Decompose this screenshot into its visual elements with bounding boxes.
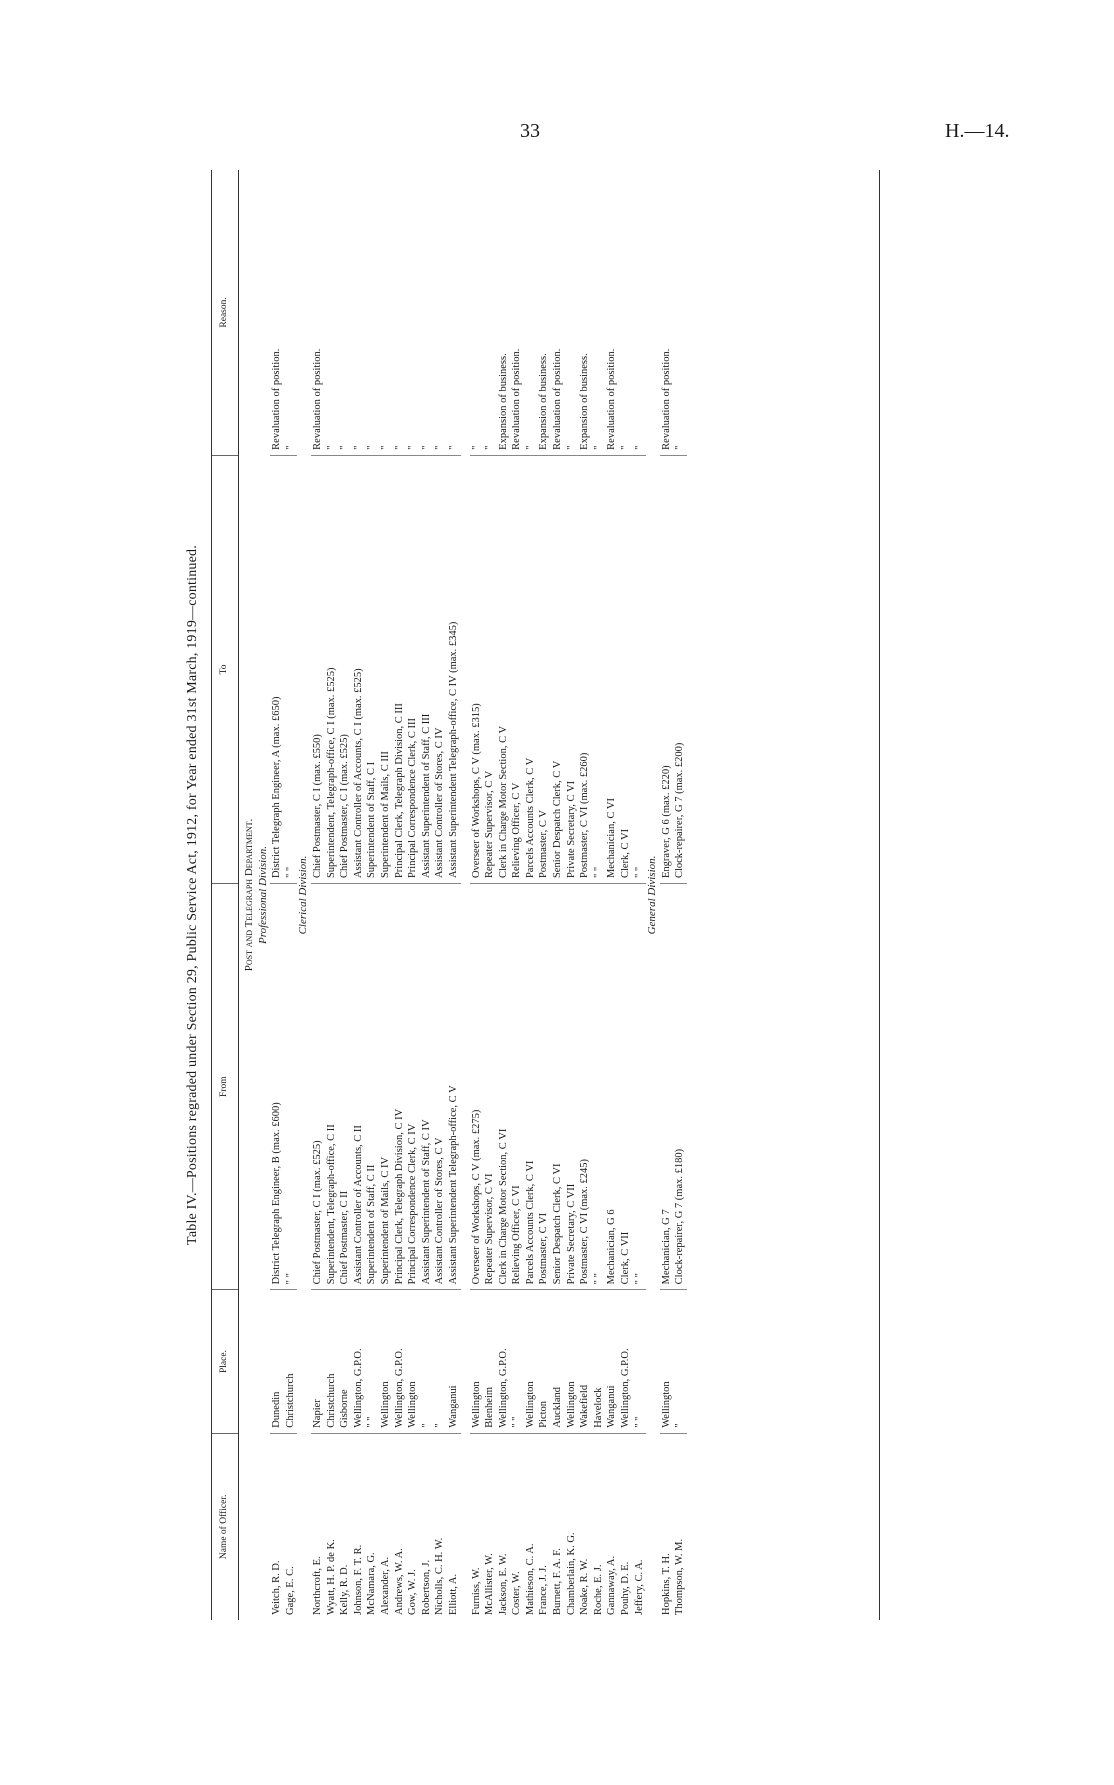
to-grade-cell: Assistant Superintendent Telegraph-office, C IV (max. £345) bbox=[447, 455, 461, 883]
to-grade-cell: Principal Clerk, Telegraph Division, C III bbox=[393, 455, 407, 883]
reason-cell: Expansion of business. bbox=[537, 170, 551, 455]
table-row bbox=[660, 170, 674, 1620]
table-row bbox=[592, 170, 606, 1620]
place-cell: " " bbox=[365, 1290, 379, 1433]
officer-name-cell: Gannaway, A. bbox=[606, 1555, 618, 1615]
reason-cell: " bbox=[325, 170, 339, 455]
header-name: Name of Officer. bbox=[212, 1433, 239, 1620]
place-cell: Wellington, G.P.O. bbox=[393, 1290, 407, 1433]
reason-cell: " bbox=[524, 170, 538, 455]
to-grade-cell: Assistant Superintendent of Staff, C III bbox=[420, 455, 434, 883]
table-row bbox=[578, 170, 592, 1620]
officer-name-cell: McNamara, G. bbox=[366, 1552, 378, 1615]
officer-name-cell: Jeffery, C. A. bbox=[633, 1559, 645, 1615]
to-grade-cell: Senior Despatch Clerk, C V bbox=[551, 455, 565, 883]
reason-cell: " bbox=[352, 170, 366, 455]
to-grade-cell: Postmaster, C VI (max. £260) bbox=[578, 455, 592, 883]
reason-cell: Revaluation of position. bbox=[510, 170, 524, 455]
from-grade-cell: Chief Postmaster, C II bbox=[338, 884, 352, 1290]
table-row bbox=[433, 170, 447, 1620]
regrading-table bbox=[211, 170, 696, 1620]
officer-name-cell: Robertson, J. bbox=[420, 1559, 432, 1615]
from-grade-cell: Clerk in Charge Motor Section, C VI bbox=[497, 884, 511, 1290]
from-grade-cell: Assistant Controller of Stores, C V bbox=[433, 884, 447, 1290]
table-row bbox=[270, 170, 284, 1620]
to-grade-cell: Principal Correspondence Clerk, C III bbox=[406, 455, 420, 883]
from-grade-cell: " " bbox=[284, 884, 298, 1290]
place-cell: " bbox=[420, 1290, 434, 1433]
reason-cell: Revaluation of position. bbox=[270, 170, 284, 455]
place-cell: Wellington bbox=[470, 1290, 484, 1433]
officer-name-cell: Noake, R. W. bbox=[579, 1558, 591, 1615]
table-end-gap-cell bbox=[687, 170, 696, 1620]
officer-name-cell: France, J. J. bbox=[538, 1565, 550, 1615]
to-grade-cell: Overseer of Workshops, C V (max. £315) bbox=[470, 455, 484, 883]
to-grade-cell: Superintendent of Staff, C I bbox=[365, 455, 379, 883]
to-grade-cell: " " bbox=[284, 455, 298, 883]
officer-name-cell: Jackson, E. W. bbox=[497, 1553, 509, 1615]
place-cell: Wellington bbox=[565, 1290, 579, 1433]
officer-name-cell: Gage, E. C. bbox=[284, 1566, 296, 1615]
from-grade-cell: Parcels Accounts Clerk, C VI bbox=[524, 884, 538, 1290]
document-reference: H.—14. bbox=[945, 120, 1010, 142]
from-grade-cell: Superintendent of Staff, C II bbox=[365, 884, 379, 1290]
reason-cell: " bbox=[284, 170, 298, 455]
from-grade-cell: Private Secretary, C VII bbox=[565, 884, 579, 1290]
officer-name-cell: Gow, W. J. bbox=[407, 1569, 419, 1615]
from-grade-cell: Mechanician, G 7 bbox=[660, 884, 674, 1290]
to-grade-cell: District Telegraph Engineer, A (max. £650) bbox=[270, 455, 284, 883]
table-row bbox=[565, 170, 579, 1620]
header-to: To bbox=[212, 455, 239, 883]
to-grade-cell: Mechanician, C VI bbox=[605, 455, 619, 883]
table-row bbox=[551, 170, 565, 1620]
officer-name-cell: Elliott, A. bbox=[447, 1573, 459, 1615]
place-cell: Wanganui bbox=[447, 1290, 461, 1433]
to-grade-cell: " " bbox=[633, 455, 647, 883]
place-cell: Wellington bbox=[524, 1290, 538, 1433]
reason-cell: Expansion of business. bbox=[578, 170, 592, 455]
from-grade-cell: District Telegraph Engineer, B (max. £600) bbox=[270, 884, 284, 1290]
table-body bbox=[239, 170, 697, 1620]
to-grade-cell: Engraver, G 6 (max. £220) bbox=[660, 455, 674, 883]
from-grade-cell: Senior Despatch Clerk, C VI bbox=[551, 884, 565, 1290]
officer-name-cell: Furniss, W. bbox=[470, 1567, 482, 1615]
officer-name-cell: Roche, E. J. bbox=[592, 1564, 604, 1615]
from-grade-cell: Mechanician, G 6 bbox=[605, 884, 619, 1290]
place-cell: Wellington, G.P.O. bbox=[497, 1290, 511, 1433]
reason-cell: " bbox=[633, 170, 647, 455]
from-grade-cell: Superintendent, Telegraph-office, C II bbox=[325, 884, 339, 1290]
to-grade-cell: Relieving Officer, C V bbox=[510, 455, 524, 883]
reason-cell: " bbox=[338, 170, 352, 455]
place-cell: Wakefield bbox=[578, 1290, 592, 1433]
to-grade-cell: Clerk in Charge Motor Section, C V bbox=[497, 455, 511, 883]
table-row bbox=[420, 170, 434, 1620]
table-row bbox=[365, 170, 379, 1620]
place-cell: Gisborne bbox=[338, 1290, 352, 1433]
place-cell: Wellington bbox=[406, 1290, 420, 1433]
officer-name-cell: Alexander, A. bbox=[379, 1556, 391, 1615]
officer-name-cell: Wyatt, H. P. de K. bbox=[325, 1539, 337, 1615]
officer-name-cell: McAllister, W. bbox=[484, 1553, 496, 1615]
from-grade-cell: " " bbox=[592, 884, 606, 1290]
to-grade-cell: Superintendent of Mails, C III bbox=[379, 455, 393, 883]
to-grade-cell: Private Secretary, C VI bbox=[565, 455, 579, 883]
reason-cell: " bbox=[365, 170, 379, 455]
reason-cell: " bbox=[483, 170, 497, 455]
table-row bbox=[605, 170, 619, 1620]
reason-cell: Revaluation of position. bbox=[605, 170, 619, 455]
reason-cell: " bbox=[470, 170, 484, 455]
to-grade-cell: " " bbox=[592, 455, 606, 883]
table-header-row bbox=[212, 170, 239, 1620]
place-cell: Picton bbox=[537, 1290, 551, 1433]
to-grade-cell: Chief Postmaster, C I (max. £550) bbox=[311, 455, 325, 883]
officer-name-cell: Veitch, R. D. bbox=[271, 1560, 283, 1615]
table-row bbox=[537, 170, 551, 1620]
place-cell: Dunedin bbox=[270, 1290, 284, 1433]
from-grade-cell: " " bbox=[633, 884, 647, 1290]
section-gap-cell bbox=[461, 170, 470, 1620]
officer-name-cell: Thompson, W. M. bbox=[674, 1538, 686, 1615]
reason-cell: " bbox=[673, 170, 687, 455]
place-cell: Auckland bbox=[551, 1290, 565, 1433]
table-row bbox=[352, 170, 366, 1620]
place-cell: Wellington, G.P.O. bbox=[619, 1290, 633, 1433]
table-row bbox=[406, 170, 420, 1620]
officer-name-cell: Nicholls, C. H. W. bbox=[434, 1537, 446, 1615]
reason-cell: " bbox=[447, 170, 461, 455]
reason-cell: Revaluation of position. bbox=[311, 170, 325, 455]
place-cell: Christchurch bbox=[325, 1290, 339, 1433]
place-cell: Napier bbox=[311, 1290, 325, 1433]
table-row bbox=[284, 170, 298, 1620]
reason-cell: Revaluation of position. bbox=[551, 170, 565, 455]
from-grade-cell: Principal Clerk, Telegraph Division, C IV bbox=[393, 884, 407, 1290]
page-number: 33 bbox=[520, 120, 540, 142]
from-grade-cell: Overseer of Workshops, C V (max. £275) bbox=[470, 884, 484, 1290]
from-grade-cell: Superintendent of Mails, C IV bbox=[379, 884, 393, 1290]
place-cell: Wellington bbox=[379, 1290, 393, 1433]
reason-cell: Expansion of business. bbox=[497, 170, 511, 455]
to-grade-cell: Clock-repairer, G 7 (max. £200) bbox=[673, 455, 687, 883]
division-heading: Professional Division. bbox=[256, 846, 269, 944]
officer-name-cell: Pouhy, D. E. bbox=[620, 1561, 632, 1615]
table-row bbox=[524, 170, 538, 1620]
officer-name-cell: Hopkins, T. H. bbox=[660, 1553, 672, 1615]
table-row bbox=[483, 170, 497, 1620]
place-cell: Blenheim bbox=[483, 1290, 497, 1433]
division-row bbox=[646, 170, 660, 1620]
place-cell: " bbox=[433, 1290, 447, 1433]
division-row bbox=[257, 170, 271, 1620]
officer-name-cell: Kelly, R. D. bbox=[339, 1564, 351, 1615]
table-row bbox=[325, 170, 339, 1620]
division-heading: General Division. bbox=[646, 855, 659, 935]
to-grade-cell: Superintendent, Telegraph-office, C I (max. £525) bbox=[325, 455, 339, 883]
from-grade-cell: Assistant Superintendent of Staff, C IV bbox=[420, 884, 434, 1290]
to-grade-cell: Chief Postmaster, C I (max. £525) bbox=[338, 455, 352, 883]
table-row bbox=[619, 170, 633, 1620]
to-grade-cell: Assistant Controller of Stores, C IV bbox=[433, 455, 447, 883]
to-grade-cell: Repeater Supervisor, C V bbox=[483, 455, 497, 883]
table-row bbox=[393, 170, 407, 1620]
rotated-table-region bbox=[185, 170, 885, 1620]
reason-cell: " bbox=[420, 170, 434, 455]
reason-cell: " bbox=[565, 170, 579, 455]
from-grade-cell: Principal Correspondence Clerk, C IV bbox=[406, 884, 420, 1290]
reason-cell: " bbox=[393, 170, 407, 455]
place-cell: Wellington bbox=[660, 1290, 674, 1433]
reason-cell: " bbox=[379, 170, 393, 455]
to-grade-cell: Clerk, C VI bbox=[619, 455, 633, 883]
reason-cell: " bbox=[433, 170, 447, 455]
header-reason: Reason. bbox=[212, 170, 239, 455]
from-grade-cell: Chief Postmaster, C I (max. £525) bbox=[311, 884, 325, 1290]
place-cell: Wanganui bbox=[605, 1290, 619, 1433]
table-row bbox=[338, 170, 352, 1620]
reason-cell: " bbox=[406, 170, 420, 455]
from-grade-cell: Postmaster, C VI bbox=[537, 884, 551, 1290]
reason-cell: " bbox=[619, 170, 633, 455]
from-grade-cell: Relieving Officer, C VI bbox=[510, 884, 524, 1290]
table-row bbox=[311, 170, 325, 1620]
officer-name-cell: Johnson, F. T. R. bbox=[352, 1544, 364, 1615]
table-row bbox=[447, 170, 461, 1620]
place-cell: " " bbox=[633, 1290, 647, 1433]
officer-name-cell: Burnett, F. A. F. bbox=[552, 1548, 564, 1615]
from-grade-cell: Clock-repairer, G 7 (max. £180) bbox=[673, 884, 687, 1290]
table-row bbox=[510, 170, 524, 1620]
place-cell: " " bbox=[510, 1290, 524, 1433]
place-cell: Wellington, G.P.O. bbox=[352, 1290, 366, 1433]
officer-name-cell: Northcroft, E. bbox=[311, 1556, 323, 1615]
table-row bbox=[633, 170, 647, 1620]
reason-cell: Revaluation of position. bbox=[660, 170, 674, 455]
from-grade-cell: Assistant Superintendent Telegraph-office, C V bbox=[447, 884, 461, 1290]
officer-name-cell: Andrews, W. A. bbox=[393, 1548, 405, 1615]
table-row bbox=[673, 170, 687, 1620]
table-row bbox=[379, 170, 393, 1620]
header-from: From bbox=[212, 884, 239, 1290]
department-heading: Post and Telegraph Department. bbox=[243, 818, 255, 972]
officer-name-cell: Coster, W. bbox=[511, 1571, 523, 1615]
place-cell: " bbox=[673, 1290, 687, 1433]
section-gap bbox=[461, 170, 470, 1620]
to-grade-cell: Postmaster, C V bbox=[537, 455, 551, 883]
from-grade-cell: Repeater Supervisor, C VI bbox=[483, 884, 497, 1290]
table-row bbox=[470, 170, 484, 1620]
division-row bbox=[297, 170, 311, 1620]
place-cell: Havelock bbox=[592, 1290, 606, 1433]
officer-name-cell: Chamberlain, K. G. bbox=[565, 1532, 577, 1615]
department-row bbox=[239, 170, 257, 1620]
table-row bbox=[497, 170, 511, 1620]
place-cell: Christchurch bbox=[284, 1290, 298, 1433]
table-bottom-rule bbox=[879, 170, 880, 1620]
from-grade-cell: Postmaster, C VI (max. £245) bbox=[578, 884, 592, 1290]
from-grade-cell: Assistant Controller of Accounts, C II bbox=[352, 884, 366, 1290]
from-grade-cell: Clerk, C VII bbox=[619, 884, 633, 1290]
to-grade-cell: Parcels Accounts Clerk, C V bbox=[524, 455, 538, 883]
to-grade-cell: Assistant Controller of Accounts, C I (max. £525) bbox=[352, 455, 366, 883]
table-end-gap bbox=[687, 170, 696, 1620]
reason-cell: " bbox=[592, 170, 606, 455]
header-place: Place. bbox=[212, 1290, 239, 1433]
division-heading: Clerical Division. bbox=[297, 855, 310, 935]
table-title: Table IV.—Positions regraded under Section 29, Public Service Act, 1912, for Year ended 31st March, 1919—continued. bbox=[185, 545, 200, 1245]
officer-name-cell: Mathieson, C. A. bbox=[524, 1543, 536, 1615]
